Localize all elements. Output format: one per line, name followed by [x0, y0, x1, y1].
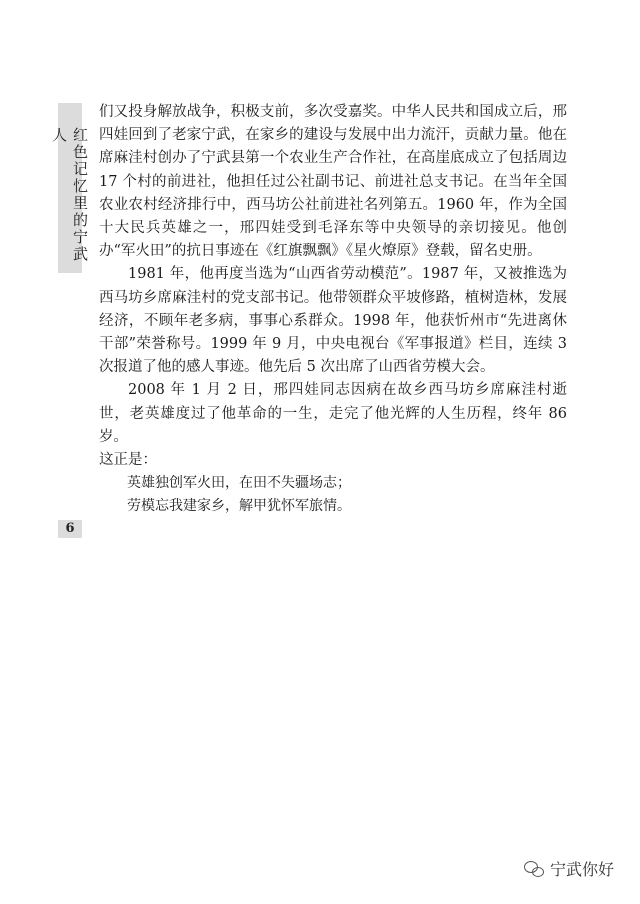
- body-text: [99, 101, 567, 519]
- watermark-text: 宁武你好: [549, 860, 614, 879]
- paragraph-3: 2008 年 1 月 2 日，邢四娃同志因病在故乡西马坊乡席麻洼村逝世，老英雄度过了他革命的一生，走完了他光辉的人生历程，终年 86 岁。: [99, 382, 567, 445]
- wechat-icon: [524, 861, 544, 877]
- paragraph-1: 们又投身解放战争，积极支前，多次受嘉奖。中华人民共和国成立后，邢四娃回到了老家宁武，在家乡的建设与发展中出力流汗，贡献力量。他在席麻洼村创办了宁武县第一个农业生产合作社，在高崖底成立了包括周边 17 个村的前进社，他担任过公社副书记、前进社总支书记。在当年全国农业农村经济排行中，西马坊公社前进社名列第五。1960 年，作为全国十大民兵英雄之一，邢四娃受到毛泽东等中央领导的亲切接见。他创办“军火田”的抗日事迹在《红旗飘飘》《星火燎原》登载，留名史册。: [99, 104, 567, 260]
- poem-intro: 这正是：: [99, 452, 157, 469]
- side-tab: [50, 103, 89, 273]
- poem-line-1: 英雄独创军火田，在田不失疆场志；: [127, 475, 351, 492]
- book-title: 红色记忆里的宁武人: [50, 127, 89, 263]
- watermark: [524, 857, 614, 880]
- paragraph-2: 1981 年，他再度当选为“山西省劳动模范”。1987 年，又被推选为西马坊乡席麻洼村的党支部书记。他带领群众平坡修路，植树造林，发展经济，不顾年老多病，事事心系群众。1998 年，他获忻州市“先进离休干部”荣誉称号。1999 年 9 月，中央电视台《军事报道》栏目，连续 3 次报道了他的感人事迹。他先后 5 次出席了山西省劳模大会。: [99, 266, 567, 376]
- poem-line-2: 劳模忘我建家乡，解甲犹怀军旅情。: [127, 498, 351, 515]
- page-number: 6: [58, 520, 82, 538]
